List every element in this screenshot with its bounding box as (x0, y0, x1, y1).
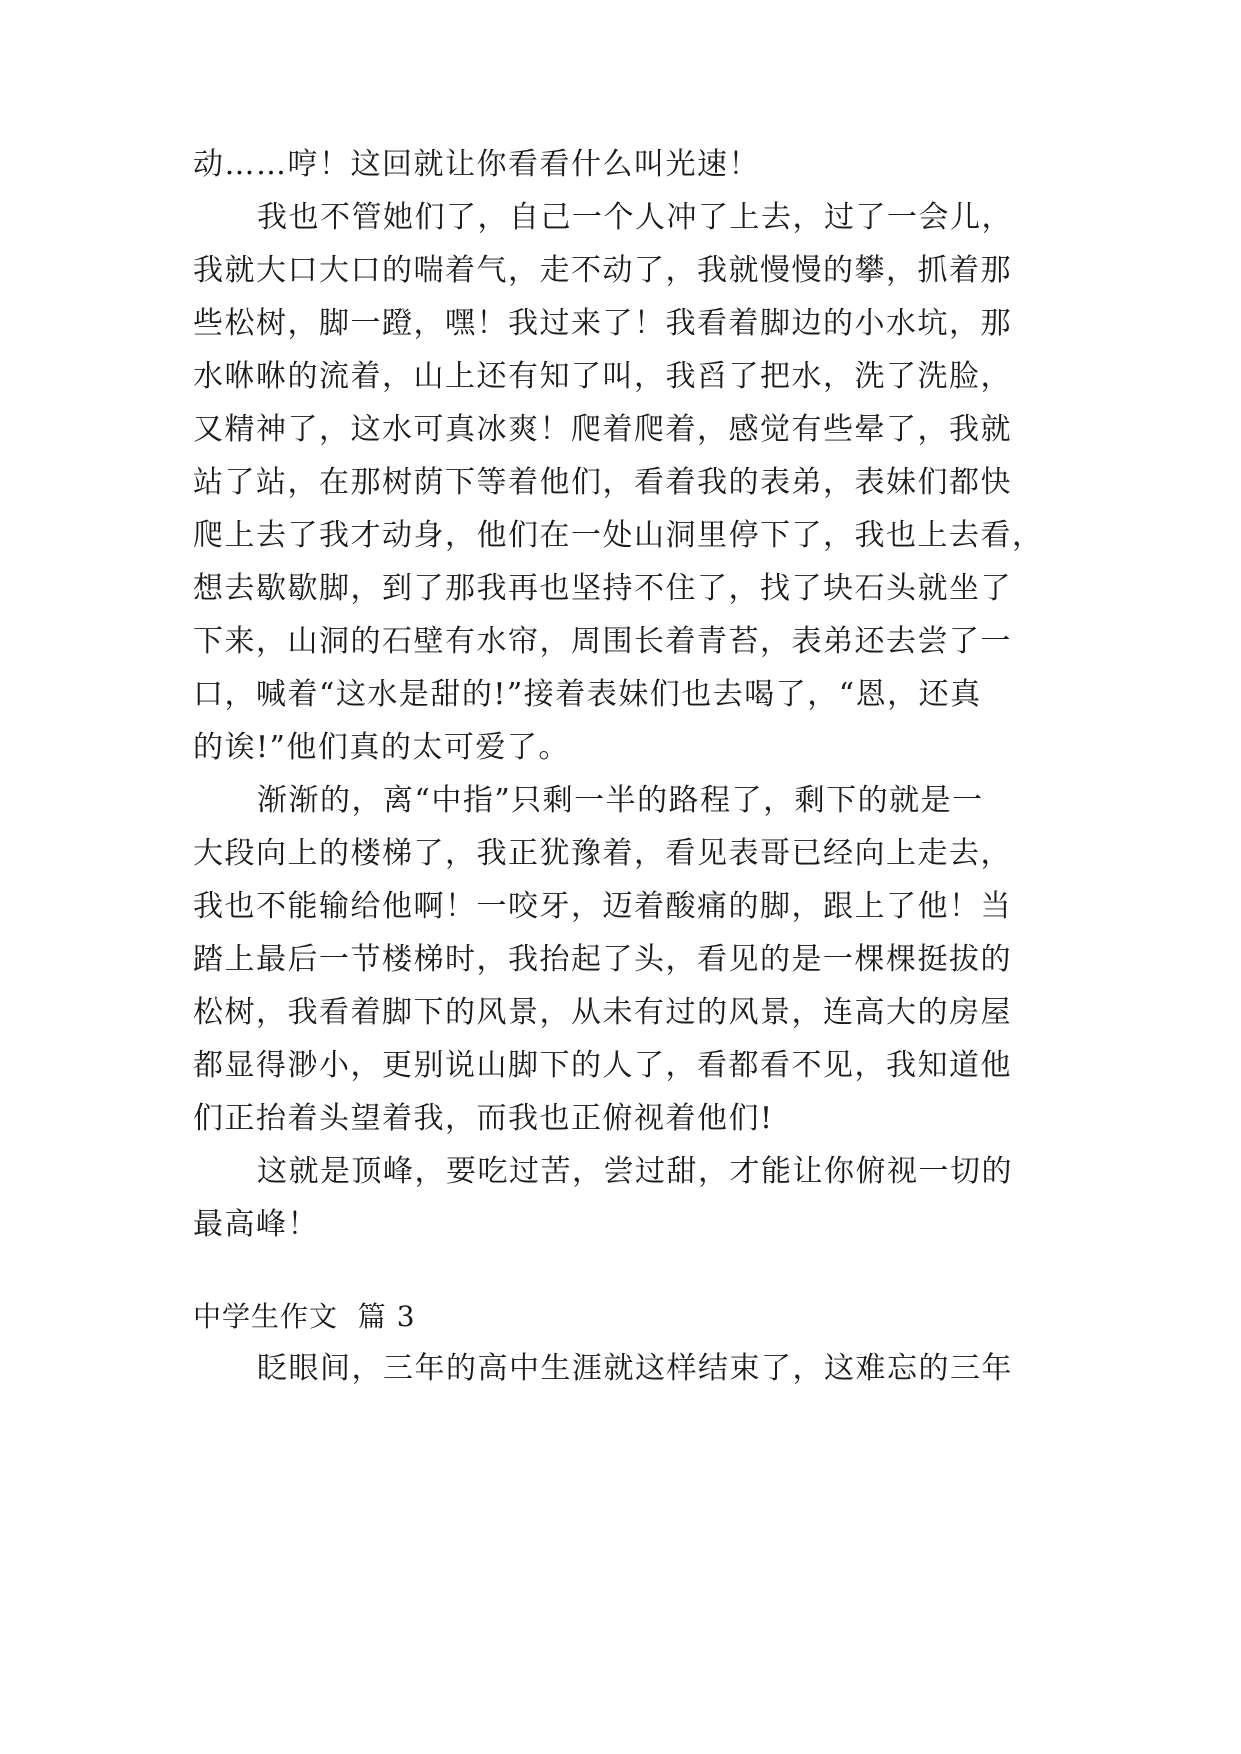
text-line: 我就大口大口的喘着气，走不动了，我就慢慢的攀，抓着那 (193, 253, 1012, 288)
text-line: 又精神了，这水可真冰爽！爬着爬着，感觉有些晕了，我就 (193, 412, 1012, 447)
text-line: 下来，山洞的石壁有水帘，周围长着青苔，表弟还去尝了一 (193, 624, 1012, 659)
text-line: 爬上去了我才动身，他们在一处山洞里停下了，我也上去看， (193, 518, 1044, 553)
text-line: 动……哼！这回就让你看看什么叫光速！ (193, 147, 760, 182)
paragraph-start: 我也不管她们了，自己一个人冲了上去，过了一会儿， (257, 200, 1013, 235)
text-line: 们正抬着头望着我，而我也正俯视着他们! (193, 1101, 774, 1136)
text-line: 松树，我看着脚下的风景，从未有过的风景，连高大的房屋 (193, 995, 1012, 1030)
text-line: 口，喊着“这水是甜的!”接着表妹们也去喝了，“恩，还真 (193, 677, 982, 712)
text-line: 最高峰！ (193, 1207, 319, 1242)
text-line: 些松树，脚一蹬，嘿！我过来了！我看着脚边的小水坑，那 (193, 306, 1012, 341)
text-line: 水咻咻的流着，山上还有知了叫，我舀了把水，洗了洗脸， (193, 359, 1012, 394)
text-line: 站了站，在那树荫下等着他们，看着我的表弟，表妹们都快 (193, 465, 1012, 500)
text-line: 的诶!”他们真的太可爱了。 (193, 730, 570, 765)
section-heading: 中学生作文 篇 3 (193, 1300, 416, 1333)
text-line: 都显得渺小，更别说山脚下的人了，看都看不见，我知道他 (193, 1048, 1012, 1083)
paragraph-start: 这就是顶峰，要吃过苦，尝过甜，才能让你俯视一切的 (257, 1154, 1013, 1189)
paragraph-start: 眨眼间，三年的高中生涯就这样结束了，这难忘的三年 (257, 1351, 1013, 1386)
text-line: 大段向上的楼梯了，我正犹豫着，看见表哥已经向上走去， (193, 836, 1012, 871)
text-line: 想去歇歇脚，到了那我再也坚持不住了，找了块石头就坐了 (193, 571, 1012, 606)
paragraph-start: 渐渐的，离“中指”只剩一半的路程了，剩下的就是一 (257, 783, 984, 818)
text-line: 我也不能输给他啊！一咬牙，迈着酸痛的脚，跟上了他！当 (193, 889, 1012, 924)
text-line: 踏上最后一节楼梯时，我抬起了头，看见的是一棵棵挺拔的 (193, 942, 1012, 977)
